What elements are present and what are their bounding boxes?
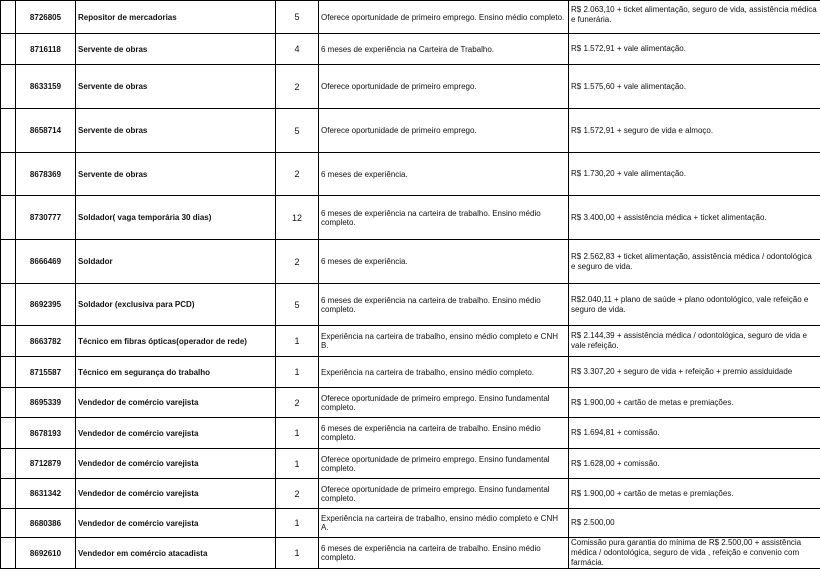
job-benefits: R$ 3.400,00 + assistência médica + ticket alimentação.	[569, 196, 820, 240]
row-marker-cell	[1, 240, 16, 284]
table-row	[1, 65, 820, 109]
vacancy-count: 5	[276, 109, 319, 153]
vacancy-count: 1	[276, 509, 319, 538]
row-marker-cell	[1, 196, 16, 240]
job-title: Vendedor de comércio varejista	[76, 449, 276, 479]
job-code: 8666469	[16, 240, 76, 284]
table-row	[1, 357, 820, 388]
row-marker-cell	[1, 357, 16, 388]
job-title: Técnico em segurança do trabalho	[76, 357, 276, 388]
row-marker-cell	[1, 509, 16, 538]
job-requirements: Oferece oportunidade de primeiro emprego. Ensino fundamental completo.	[319, 449, 569, 479]
job-title: Vendedor de comércio varejista	[76, 509, 276, 538]
job-title: Vendedor em comércio atacadista	[76, 538, 276, 569]
job-code: 8692610	[16, 538, 76, 569]
job-code: 8631342	[16, 479, 76, 509]
job-code: 8726805	[16, 1, 76, 34]
row-marker-cell	[1, 479, 16, 509]
job-benefits: R$ 1.628,00 + comissão.	[569, 449, 820, 479]
table-row	[1, 196, 820, 240]
row-marker-cell	[1, 65, 16, 109]
job-code: 8678193	[16, 418, 76, 449]
vacancy-count: 1	[276, 326, 319, 357]
job-title: Soldador( vaga temporária 30 dias)	[76, 196, 276, 240]
row-marker-cell	[1, 1, 16, 34]
row-marker-cell	[1, 418, 16, 449]
job-requirements: Experiência na carteira de trabalho, ensino médio completo.	[319, 357, 569, 388]
row-marker-cell	[1, 284, 16, 326]
job-requirements: Oferece oportunidade de primeiro emprego. Ensino fundamental completo.	[319, 388, 569, 418]
vacancy-count: 2	[276, 240, 319, 284]
job-title: Técnico em fibras ópticas(operador de rede)	[76, 326, 276, 357]
table-row	[1, 509, 820, 538]
job-benefits: R$ 1.730,20 + vale alimentação.	[569, 153, 820, 196]
job-benefits: R$ 1.575,60 + vale alimentação.	[569, 65, 820, 109]
job-requirements: Oferece oportunidade de primeiro emprego. Ensino médio completo.	[319, 1, 569, 34]
job-benefits: R$ 1.900,00 + cartão de metas e premiações.	[569, 479, 820, 509]
row-marker-cell	[1, 326, 16, 357]
table-row	[1, 34, 820, 65]
job-code: 8712879	[16, 449, 76, 479]
job-benefits: R$ 1.572,91 + vale alimentação.	[569, 34, 820, 65]
job-requirements: 6 meses de experiência na Carteira de Trabalho.	[319, 34, 569, 65]
job-requirements: Oferece oportunidade de primeiro emprego. Ensino fundamental completo.	[319, 479, 569, 509]
table-row	[1, 109, 820, 153]
vacancy-count: 2	[276, 65, 319, 109]
job-code: 8680386	[16, 509, 76, 538]
row-marker-cell	[1, 388, 16, 418]
job-title: Servente de obras	[76, 34, 276, 65]
job-requirements: 6 meses de experiência na carteira de trabalho. Ensino médio completo.	[319, 418, 569, 449]
vacancy-count: 12	[276, 196, 319, 240]
row-marker-cell	[1, 109, 16, 153]
job-code: 8716118	[16, 34, 76, 65]
table-row	[1, 153, 820, 196]
job-requirements: 6 meses de experiência na carteira de trabalho. Ensino médio completo.	[319, 284, 569, 326]
row-marker-cell	[1, 34, 16, 65]
job-code: 8730777	[16, 196, 76, 240]
job-code: 8715587	[16, 357, 76, 388]
vacancy-count: 1	[276, 538, 319, 569]
job-requirements: 6 meses de experiência.	[319, 240, 569, 284]
job-requirements: Experiência na carteira de trabalho, ensino médio completo e CNH A.	[319, 509, 569, 538]
table-row	[1, 479, 820, 509]
table-row	[1, 1, 820, 34]
vacancy-count: 2	[276, 479, 319, 509]
job-benefits: R$2.040,11 + plano de saúde + plano odontológico, vale refeição e seguro de vida.	[569, 284, 820, 326]
table-row	[1, 418, 820, 449]
job-title: Vendedor de comércio varejista	[76, 479, 276, 509]
table-row	[1, 449, 820, 479]
job-requirements: 6 meses de experiência.	[319, 153, 569, 196]
job-requirements: 6 meses de experiência na carteira de trabalho. Ensino médio completo.	[319, 538, 569, 569]
job-code: 8658714	[16, 109, 76, 153]
row-marker-cell	[1, 449, 16, 479]
table-row	[1, 284, 820, 326]
job-code: 8663782	[16, 326, 76, 357]
vacancy-count: 1	[276, 357, 319, 388]
job-title: Servente de obras	[76, 153, 276, 196]
job-code: 8695339	[16, 388, 76, 418]
job-title: Repositor de mercadorias	[76, 1, 276, 34]
job-benefits: R$ 2.500,00	[569, 509, 820, 538]
table-row	[1, 326, 820, 357]
job-benefits: R$ 2.144,39 + assistência médica / odontológica, seguro de vida e vale refeição.	[569, 326, 820, 357]
vacancy-count: 5	[276, 1, 319, 34]
job-benefits: R$ 3.307,20 + seguro de vida + refeição + premio assiduidade	[569, 357, 820, 388]
vacancy-count: 1	[276, 449, 319, 479]
job-benefits: Comissão pura garantia do mínima de R$ 2.500,00 + assistência médica / odontológica, seguro de vida , refeição e convenio com farmácia.	[569, 538, 820, 569]
table-row	[1, 388, 820, 418]
vacancy-count: 2	[276, 153, 319, 196]
job-title: Servente de obras	[76, 65, 276, 109]
job-title: Soldador (exclusiva para PCD)	[76, 284, 276, 326]
job-requirements: Oferece oportunidade de primeiro emprego.	[319, 109, 569, 153]
job-title: Vendedor de comércio varejista	[76, 388, 276, 418]
job-benefits: R$ 1.694,81 + comissão.	[569, 418, 820, 449]
job-requirements: 6 meses de experiência na carteira de trabalho. Ensino médio completo.	[319, 196, 569, 240]
job-requirements: Oferece oportunidade de primeiro emprego.	[319, 65, 569, 109]
table-row	[1, 240, 820, 284]
job-title: Servente de obras	[76, 109, 276, 153]
row-marker-cell	[1, 538, 16, 569]
job-code: 8633159	[16, 65, 76, 109]
table-row	[1, 538, 820, 569]
vacancy-count: 4	[276, 34, 319, 65]
vacancy-count: 2	[276, 388, 319, 418]
job-benefits: R$ 1.900,00 + cartão de metas e premiações.	[569, 388, 820, 418]
vacancy-count: 5	[276, 284, 319, 326]
job-benefits: R$ 2.063,10 + ticket alimentação, seguro de vida, assistência médica e funerária.	[569, 1, 820, 34]
job-code: 8678369	[16, 153, 76, 196]
vacancy-count: 1	[276, 418, 319, 449]
job-requirements: Experiência na carteira de trabalho, ensino médio completo e CNH B.	[319, 326, 569, 357]
job-benefits: R$ 2.562,83 + ticket alimentação, assistência médica / odontológica e seguro de vida.	[569, 240, 820, 284]
job-code: 8692395	[16, 284, 76, 326]
job-title: Vendedor de comércio varejista	[76, 418, 276, 449]
row-marker-cell	[1, 153, 16, 196]
job-title: Soldador	[76, 240, 276, 284]
job-benefits: R$ 1.572,91 + seguro de vida e almoço.	[569, 109, 820, 153]
